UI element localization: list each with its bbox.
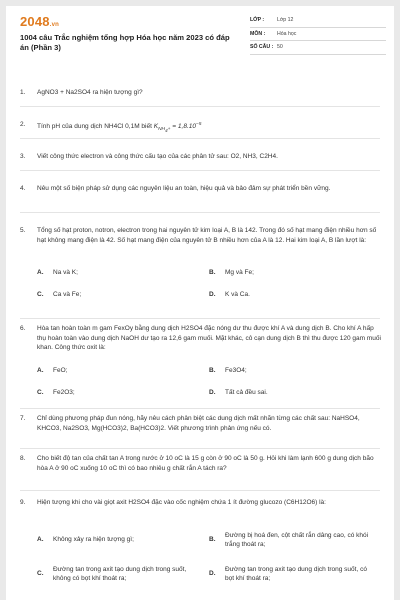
answer-option[interactable]	[209, 388, 268, 398]
answer-option[interactable]	[37, 268, 78, 278]
meta-row-subject	[250, 28, 386, 42]
question-text: Hiện tượng khi cho vài giọt axit H2SO4 đặc vào cốc nghiệm chứa 1 ít đường glucozo (C6H12O6) là:	[37, 499, 326, 506]
meta-value: Lớp 12	[277, 17, 294, 24]
answer-option[interactable]	[209, 526, 379, 554]
option-letter: A.	[37, 269, 44, 276]
divider	[20, 170, 380, 171]
meta-value: Hóa học	[277, 30, 297, 37]
answer-options	[37, 366, 382, 406]
option-text: Fe3O4;	[225, 367, 247, 374]
option-letter: B.	[209, 269, 216, 276]
question-text: Chỉ dùng phương pháp đun nóng, hãy nêu cách phân biệt các dung dịch mất nhãn từng các chất sau: NaHSO4, KHCO3, Na2SO3, Mg(HCO3)2, Ba(HCO3)2. Viết phương trình phản ứng nếu có.	[37, 415, 360, 432]
answer-option[interactable]	[37, 290, 81, 300]
question-item	[20, 152, 382, 162]
option-letter: C.	[37, 291, 44, 298]
question-number: 6.	[20, 325, 26, 332]
question-text: AgNO3 + Na2SO4 ra hiện tượng gì?	[37, 89, 143, 96]
option-letter: D.	[209, 570, 216, 578]
option-letter: C.	[37, 570, 44, 578]
question-text: Viết công thức electron và công thức cấu tạo của các phân tử sau: O2, NH3, C2H4.	[37, 153, 278, 160]
question-number: 8.	[20, 455, 26, 462]
question-item	[20, 184, 382, 204]
option-text: Mg và Fe;	[225, 269, 254, 276]
question-number: 4.	[20, 185, 26, 192]
question-item	[20, 226, 382, 316]
option-text: K và Ca.	[225, 291, 250, 298]
question-text: Hòa tan hoàn toàn m gam FexOy bằng dung dịch H2SO4 đặc nóng dư thu được khí A và dung dịch B. Cho khí A hấp thụ hoàn toàn vào dung dịch NaOH dư tạo ra 12,6 gam muối. Mặt khác, cô cạn dung dịch B thì thu được 120 gam muối khan. Công thức oxit là:	[37, 325, 381, 351]
option-letter: B.	[209, 536, 216, 544]
meta-value: 50	[277, 44, 283, 51]
option-text: Đường tan trong axit tạo dung dịch trong suốt, có bọt khí thoát ra;	[225, 565, 367, 582]
question-number: 2.	[20, 121, 26, 128]
answer-options	[37, 526, 382, 592]
site-logo[interactable]: 2048.vn	[20, 14, 60, 29]
question-item	[20, 498, 382, 594]
option-text: Đường bị hoá đen, cột chất rắn dâng cao, có khói trắng thoát ra;	[225, 531, 369, 548]
document-title: 1004 câu Trắc nghiệm tổng hợp Hóa học năm 2023 có đáp án (Phần 3)	[20, 33, 230, 52]
divider	[20, 106, 380, 107]
question-number: 5.	[20, 227, 26, 234]
option-letter: D.	[209, 389, 216, 396]
answer-option[interactable]	[37, 526, 197, 554]
question-number: 7.	[20, 415, 26, 422]
question-text: Cho biết độ tan của chất tan A trong nước ở 10 oC là 15 g còn ở 90 oC là 50 g. Hỏi khi làm lạnh 600 g dung dịch bão hòa A ở 90 oC xuống 10 oC thì có bao nhiêu g chất rắn A tách ra?	[37, 455, 374, 472]
question-item	[20, 324, 382, 406]
meta-key: SỐ CÂU :	[250, 44, 274, 51]
meta-key: LỚP :	[250, 17, 265, 24]
answer-option[interactable]	[37, 560, 197, 588]
question-number: 1.	[20, 89, 26, 96]
meta-row-count	[250, 41, 386, 55]
option-text: Na và K;	[53, 269, 78, 276]
question-item	[20, 414, 382, 444]
answer-options	[37, 268, 382, 308]
answer-option[interactable]	[37, 366, 67, 376]
answer-option[interactable]	[209, 366, 247, 376]
answer-option[interactable]	[209, 290, 250, 300]
option-text: Ca và Fe;	[53, 291, 82, 298]
option-letter: C.	[37, 389, 44, 396]
divider	[20, 318, 380, 319]
question-text: Nêu một số biện pháp sử dụng các nguyên liệu an toàn, hiệu quả và bảo đảm sự phát triển bền vững.	[37, 185, 331, 192]
document-meta	[250, 14, 386, 55]
option-text: Tất cả đều sai.	[225, 389, 268, 396]
option-letter: A.	[37, 536, 44, 544]
answer-option[interactable]	[37, 388, 75, 398]
option-text: Fe2O3;	[53, 389, 75, 396]
document-header	[6, 6, 394, 68]
option-text: Đường tan trong axit tạo dung dịch trong suốt, không có bọt khí thoát ra;	[53, 565, 187, 582]
option-text: Không xảy ra hiện tượng gì;	[53, 536, 134, 544]
answer-option[interactable]	[209, 560, 379, 588]
question-item	[20, 454, 382, 484]
question-text-part: Tính pH của dung dịch NH4Cl 0,1M biết	[37, 123, 152, 131]
divider	[20, 138, 380, 139]
divider	[20, 490, 380, 491]
meta-row-class	[250, 14, 386, 28]
question-number: 9.	[20, 499, 26, 506]
question-item	[20, 120, 382, 135]
answer-option[interactable]	[209, 268, 254, 278]
math-formula: $K_{NH_4+} = 1,8.10^{-5}$	[153, 122, 202, 135]
question-item	[20, 88, 382, 98]
option-letter: B.	[209, 367, 216, 374]
option-text: FeO;	[53, 367, 68, 374]
divider	[20, 408, 380, 409]
question-text: Tổng số hạt proton, notron, electron trong hai nguyên tử kim loại A, B là 142. Trong đó số hạt mang điện nhiều hơn số hạt không mang điện là 42. Số hạt mang điện của nguyên tử B nhiều hơn của A là 12. Hai kim loại A, B lần lượt là:	[37, 227, 377, 244]
divider	[20, 448, 380, 449]
option-letter: D.	[209, 291, 216, 298]
question-text	[37, 120, 382, 137]
question-number: 3.	[20, 153, 26, 160]
meta-key: MÔN :	[250, 30, 266, 37]
divider	[20, 212, 380, 213]
option-letter: A.	[37, 367, 44, 374]
document-page	[6, 6, 394, 600]
